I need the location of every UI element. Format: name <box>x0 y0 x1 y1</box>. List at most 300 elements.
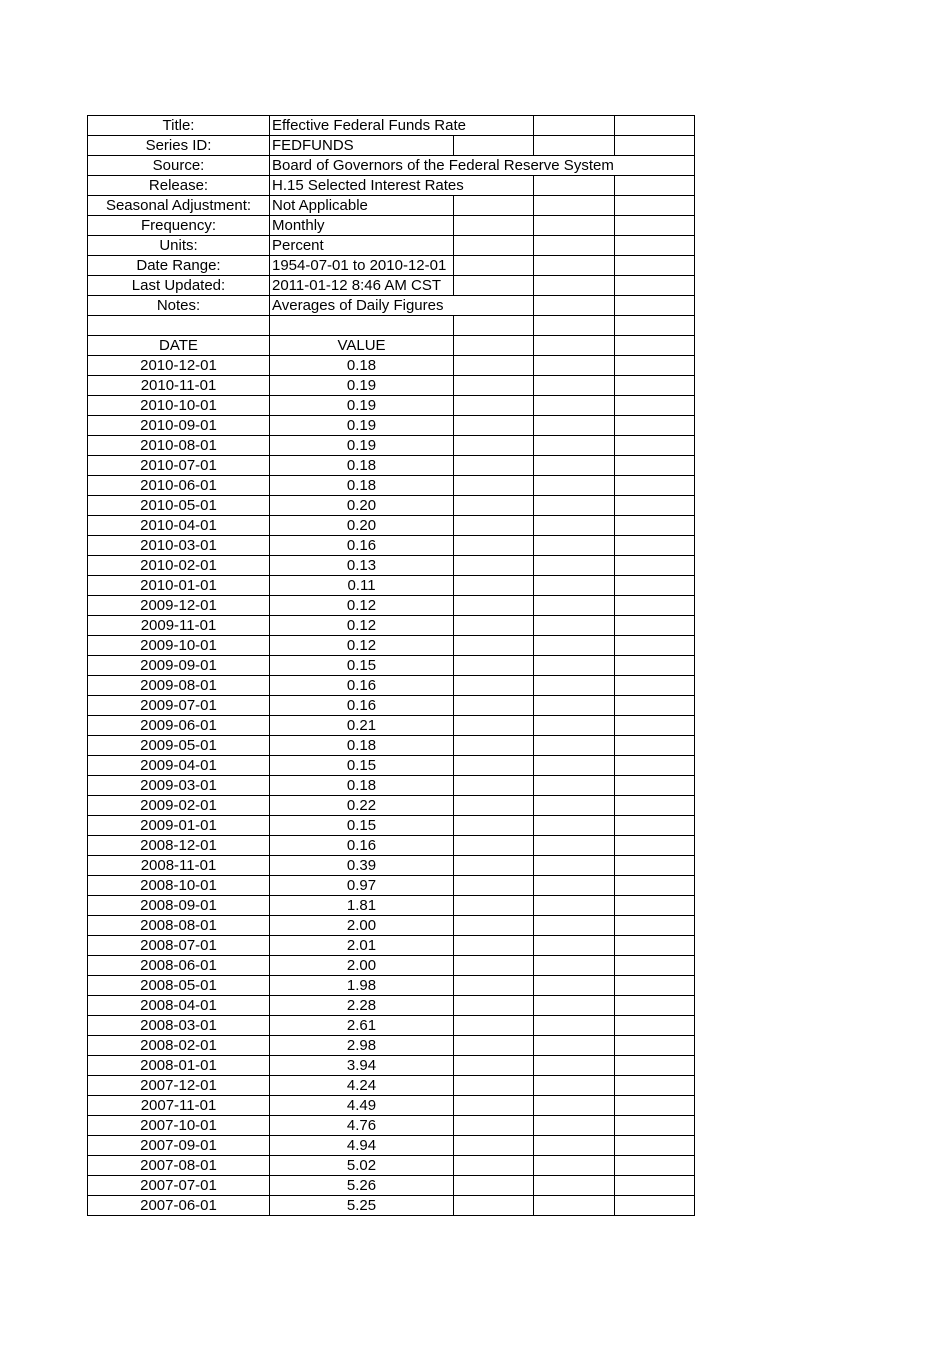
value-cell: 2.01 <box>270 936 454 956</box>
empty-cell <box>615 1116 695 1136</box>
empty-cell <box>615 116 695 136</box>
value-cell: 0.19 <box>270 376 454 396</box>
empty-cell <box>534 616 615 636</box>
empty-cell <box>615 536 695 556</box>
date-cell: 2010-03-01 <box>88 536 270 556</box>
empty-cell <box>454 416 534 436</box>
empty-cell <box>615 1056 695 1076</box>
empty-cell <box>454 1136 534 1156</box>
empty-cell <box>615 1156 695 1176</box>
empty-cell <box>615 316 695 336</box>
empty-cell <box>454 936 534 956</box>
date-cell: 2010-01-01 <box>88 576 270 596</box>
value-cell: 0.18 <box>270 736 454 756</box>
empty-cell <box>454 356 534 376</box>
value-cell: 2.61 <box>270 1016 454 1036</box>
empty-cell <box>454 616 534 636</box>
empty-cell <box>534 816 615 836</box>
date-cell: 2008-05-01 <box>88 976 270 996</box>
table-row <box>88 816 695 836</box>
empty-cell <box>615 576 695 596</box>
empty-cell <box>615 956 695 976</box>
empty-cell <box>615 696 695 716</box>
metadata-label: Series ID: <box>88 136 270 156</box>
date-cell: 2007-10-01 <box>88 1116 270 1136</box>
value-cell: 0.16 <box>270 676 454 696</box>
empty-cell <box>534 556 615 576</box>
value-cell: 0.18 <box>270 776 454 796</box>
date-cell: 2008-08-01 <box>88 916 270 936</box>
empty-cell <box>454 396 534 416</box>
table-row <box>88 536 695 556</box>
value-column-header: VALUE <box>270 336 454 356</box>
date-cell: 2007-06-01 <box>88 1196 270 1216</box>
date-cell: 2009-07-01 <box>88 696 270 716</box>
empty-cell <box>454 696 534 716</box>
empty-cell <box>615 336 695 356</box>
metadata-value: Percent <box>270 236 454 256</box>
table-row <box>88 1076 695 1096</box>
empty-cell <box>454 996 534 1016</box>
empty-cell <box>454 256 534 276</box>
table-row <box>88 736 695 756</box>
table-row <box>88 616 695 636</box>
empty-cell <box>454 676 534 696</box>
value-cell: 0.39 <box>270 856 454 876</box>
empty-cell <box>534 1136 615 1156</box>
empty-cell <box>615 196 695 216</box>
empty-cell <box>615 736 695 756</box>
table-row <box>88 876 695 896</box>
metadata-value: FEDFUNDS <box>270 136 454 156</box>
date-cell: 2008-06-01 <box>88 956 270 976</box>
empty-cell <box>534 1096 615 1116</box>
empty-cell <box>454 1196 534 1216</box>
date-cell: 2008-02-01 <box>88 1036 270 1056</box>
date-cell: 2009-08-01 <box>88 676 270 696</box>
date-cell: 2008-03-01 <box>88 1016 270 1036</box>
table-row <box>88 896 695 916</box>
table-row <box>88 836 695 856</box>
date-cell: 2009-05-01 <box>88 736 270 756</box>
empty-cell <box>534 516 615 536</box>
column-header-row <box>88 336 695 356</box>
table-row <box>88 976 695 996</box>
value-cell: 4.94 <box>270 1136 454 1156</box>
table-row <box>88 556 695 576</box>
metadata-row <box>88 196 695 216</box>
empty-cell <box>615 596 695 616</box>
empty-cell <box>534 976 615 996</box>
empty-cell <box>534 716 615 736</box>
empty-cell <box>454 236 534 256</box>
empty-cell <box>454 1036 534 1056</box>
empty-cell <box>615 296 695 316</box>
empty-cell <box>454 556 534 576</box>
metadata-value: H.15 Selected Interest Rates <box>270 176 534 196</box>
empty-cell <box>534 1196 615 1216</box>
value-cell: 0.19 <box>270 436 454 456</box>
value-cell: 5.02 <box>270 1156 454 1176</box>
metadata-row <box>88 176 695 196</box>
date-cell: 2008-10-01 <box>88 876 270 896</box>
table-row <box>88 376 695 396</box>
empty-cell <box>454 536 534 556</box>
value-cell: 0.15 <box>270 656 454 676</box>
empty-cell <box>454 916 534 936</box>
empty-cell <box>534 296 615 316</box>
table-row <box>88 356 695 376</box>
empty-cell <box>534 356 615 376</box>
empty-cell <box>615 456 695 476</box>
empty-cell <box>534 796 615 816</box>
table-row <box>88 576 695 596</box>
empty-cell <box>534 256 615 276</box>
empty-cell <box>534 776 615 796</box>
date-cell: 2009-10-01 <box>88 636 270 656</box>
date-cell: 2007-11-01 <box>88 1096 270 1116</box>
value-cell: 4.24 <box>270 1076 454 1096</box>
empty-cell <box>534 896 615 916</box>
metadata-row <box>88 116 695 136</box>
table-row <box>88 1176 695 1196</box>
metadata-label: Release: <box>88 176 270 196</box>
table-row <box>88 776 695 796</box>
metadata-value: Averages of Daily Figures <box>270 296 534 316</box>
date-cell: 2009-01-01 <box>88 816 270 836</box>
table-row <box>88 1196 695 1216</box>
value-cell: 0.16 <box>270 696 454 716</box>
date-cell: 2009-04-01 <box>88 756 270 776</box>
empty-cell <box>615 1136 695 1156</box>
table-row <box>88 1036 695 1056</box>
table-row <box>88 656 695 676</box>
date-cell: 2010-08-01 <box>88 436 270 456</box>
empty-cell <box>454 336 534 356</box>
empty-cell <box>534 1036 615 1056</box>
value-cell: 0.13 <box>270 556 454 576</box>
empty-cell <box>615 1176 695 1196</box>
empty-cell <box>534 496 615 516</box>
date-cell: 2007-08-01 <box>88 1156 270 1176</box>
date-cell: 2010-11-01 <box>88 376 270 396</box>
value-cell: 0.19 <box>270 416 454 436</box>
empty-cell <box>454 976 534 996</box>
table-row <box>88 756 695 776</box>
date-cell: 2008-09-01 <box>88 896 270 916</box>
empty-cell <box>534 176 615 196</box>
table-row <box>88 956 695 976</box>
empty-cell <box>534 836 615 856</box>
empty-cell <box>534 1056 615 1076</box>
empty-cell <box>615 876 695 896</box>
date-cell: 2010-07-01 <box>88 456 270 476</box>
table-row <box>88 796 695 816</box>
empty-cell <box>534 416 615 436</box>
value-cell: 0.20 <box>270 496 454 516</box>
date-cell: 2008-01-01 <box>88 1056 270 1076</box>
value-cell: 5.26 <box>270 1176 454 1196</box>
empty-cell <box>534 936 615 956</box>
empty-cell <box>534 476 615 496</box>
metadata-value: Board of Governors of the Federal Reserve System <box>270 156 695 176</box>
table-row <box>88 396 695 416</box>
table-row <box>88 1056 695 1076</box>
value-cell: 3.94 <box>270 1056 454 1076</box>
empty-cell <box>615 916 695 936</box>
value-cell: 0.12 <box>270 636 454 656</box>
metadata-value: Effective Federal Funds Rate <box>270 116 534 136</box>
value-cell: 1.81 <box>270 896 454 916</box>
empty-cell <box>615 1036 695 1056</box>
table-row <box>88 936 695 956</box>
empty-cell <box>534 1156 615 1176</box>
date-cell: 2009-06-01 <box>88 716 270 736</box>
value-cell: 0.12 <box>270 596 454 616</box>
empty-cell <box>615 616 695 636</box>
empty-cell <box>615 556 695 576</box>
empty-cell <box>615 136 695 156</box>
empty-cell <box>615 256 695 276</box>
empty-cell <box>534 1116 615 1136</box>
value-cell: 2.98 <box>270 1036 454 1056</box>
empty-cell <box>534 1016 615 1036</box>
empty-cell <box>534 756 615 776</box>
empty-cell <box>454 276 534 296</box>
date-cell: 2009-03-01 <box>88 776 270 796</box>
empty-cell <box>615 716 695 736</box>
empty-cell <box>454 716 534 736</box>
empty-cell <box>615 1016 695 1036</box>
empty-cell <box>615 1096 695 1116</box>
empty-cell <box>615 376 695 396</box>
value-cell: 0.18 <box>270 356 454 376</box>
empty-cell <box>454 656 534 676</box>
date-cell: 2009-09-01 <box>88 656 270 676</box>
empty-cell <box>454 1056 534 1076</box>
empty-cell <box>454 1156 534 1176</box>
date-cell: 2008-07-01 <box>88 936 270 956</box>
empty-cell <box>454 596 534 616</box>
empty-cell <box>454 516 534 536</box>
date-cell: 2010-06-01 <box>88 476 270 496</box>
empty-cell <box>534 456 615 476</box>
empty-cell <box>615 936 695 956</box>
table-row <box>88 1116 695 1136</box>
value-cell: 1.98 <box>270 976 454 996</box>
table-row <box>88 996 695 1016</box>
empty-cell <box>615 636 695 656</box>
table-row <box>88 476 695 496</box>
empty-cell <box>454 376 534 396</box>
metadata-label: Units: <box>88 236 270 256</box>
blank-row <box>88 316 695 336</box>
metadata-row <box>88 156 695 176</box>
table-row <box>88 416 695 436</box>
value-cell: 0.19 <box>270 396 454 416</box>
table-row <box>88 1016 695 1036</box>
date-cell: 2008-12-01 <box>88 836 270 856</box>
empty-cell <box>534 196 615 216</box>
empty-cell <box>534 956 615 976</box>
empty-cell <box>615 856 695 876</box>
empty-cell <box>534 636 615 656</box>
empty-cell <box>534 736 615 756</box>
empty-cell <box>454 456 534 476</box>
empty-cell <box>615 656 695 676</box>
empty-cell <box>454 496 534 516</box>
empty-cell <box>534 116 615 136</box>
empty-cell <box>615 416 695 436</box>
empty-cell <box>534 136 615 156</box>
table-row <box>88 456 695 476</box>
empty-cell <box>615 496 695 516</box>
empty-cell <box>534 916 615 936</box>
empty-cell <box>534 1176 615 1196</box>
value-cell: 0.22 <box>270 796 454 816</box>
empty-cell <box>454 816 534 836</box>
empty-cell <box>534 236 615 256</box>
empty-cell <box>615 176 695 196</box>
empty-cell <box>454 1176 534 1196</box>
empty-cell <box>454 576 534 596</box>
value-cell: 0.12 <box>270 616 454 636</box>
empty-cell <box>88 316 270 336</box>
empty-cell <box>534 656 615 676</box>
date-cell: 2009-12-01 <box>88 596 270 616</box>
empty-cell <box>615 756 695 776</box>
value-cell: 2.00 <box>270 916 454 936</box>
empty-cell <box>615 356 695 376</box>
value-cell: 0.21 <box>270 716 454 736</box>
date-cell: 2007-09-01 <box>88 1136 270 1156</box>
empty-cell <box>454 796 534 816</box>
table-row <box>88 696 695 716</box>
metadata-label: Source: <box>88 156 270 176</box>
table-row <box>88 716 695 736</box>
empty-cell <box>454 436 534 456</box>
metadata-label: Title: <box>88 116 270 136</box>
metadata-label: Frequency: <box>88 216 270 236</box>
metadata-row <box>88 276 695 296</box>
date-cell: 2010-10-01 <box>88 396 270 416</box>
empty-cell <box>615 776 695 796</box>
value-cell: 0.15 <box>270 756 454 776</box>
metadata-value: 2011-01-12 8:46 AM CST <box>270 276 454 296</box>
empty-cell <box>454 196 534 216</box>
metadata-row <box>88 216 695 236</box>
date-cell: 2010-12-01 <box>88 356 270 376</box>
empty-cell <box>454 736 534 756</box>
empty-cell <box>615 236 695 256</box>
date-cell: 2008-11-01 <box>88 856 270 876</box>
date-cell: 2007-12-01 <box>88 1076 270 1096</box>
date-cell: 2010-05-01 <box>88 496 270 516</box>
empty-cell <box>534 876 615 896</box>
empty-cell <box>534 216 615 236</box>
empty-cell <box>534 436 615 456</box>
value-cell: 0.97 <box>270 876 454 896</box>
empty-cell <box>534 996 615 1016</box>
metadata-row <box>88 136 695 156</box>
empty-cell <box>454 216 534 236</box>
empty-cell <box>615 816 695 836</box>
date-cell: 2007-07-01 <box>88 1176 270 1196</box>
metadata-row <box>88 296 695 316</box>
value-cell: 0.16 <box>270 836 454 856</box>
metadata-value: Monthly <box>270 216 454 236</box>
empty-cell <box>534 396 615 416</box>
empty-cell <box>615 676 695 696</box>
value-cell: 0.16 <box>270 536 454 556</box>
empty-cell <box>454 476 534 496</box>
table-row <box>88 856 695 876</box>
empty-cell <box>534 1076 615 1096</box>
empty-cell <box>454 876 534 896</box>
empty-cell <box>615 836 695 856</box>
table-row <box>88 1136 695 1156</box>
empty-cell <box>615 796 695 816</box>
empty-cell <box>534 696 615 716</box>
date-cell: 2010-02-01 <box>88 556 270 576</box>
empty-cell <box>454 776 534 796</box>
value-cell: 0.20 <box>270 516 454 536</box>
metadata-label: Date Range: <box>88 256 270 276</box>
empty-cell <box>454 316 534 336</box>
date-cell: 2010-04-01 <box>88 516 270 536</box>
value-cell: 2.00 <box>270 956 454 976</box>
metadata-row <box>88 256 695 276</box>
date-cell: 2009-02-01 <box>88 796 270 816</box>
empty-cell <box>270 316 454 336</box>
metadata-label: Seasonal Adjustment: <box>88 196 270 216</box>
empty-cell <box>615 516 695 536</box>
value-cell: 0.11 <box>270 576 454 596</box>
empty-cell <box>534 316 615 336</box>
empty-cell <box>615 996 695 1016</box>
empty-cell <box>454 1076 534 1096</box>
value-cell: 5.25 <box>270 1196 454 1216</box>
empty-cell <box>454 1096 534 1116</box>
table-row <box>88 596 695 616</box>
table-row <box>88 496 695 516</box>
empty-cell <box>534 536 615 556</box>
empty-cell <box>615 476 695 496</box>
empty-cell <box>615 276 695 296</box>
fedfunds-data-table <box>87 115 695 1216</box>
date-cell: 2008-04-01 <box>88 996 270 1016</box>
value-cell: 0.18 <box>270 476 454 496</box>
metadata-value: 1954-07-01 to 2010-12-01 <box>270 256 454 276</box>
empty-cell <box>534 596 615 616</box>
empty-cell <box>454 1116 534 1136</box>
empty-cell <box>454 896 534 916</box>
empty-cell <box>454 1016 534 1036</box>
empty-cell <box>454 856 534 876</box>
value-cell: 2.28 <box>270 996 454 1016</box>
empty-cell <box>454 636 534 656</box>
empty-cell <box>615 216 695 236</box>
empty-cell <box>534 336 615 356</box>
value-cell: 4.76 <box>270 1116 454 1136</box>
date-cell: 2010-09-01 <box>88 416 270 436</box>
value-cell: 4.49 <box>270 1096 454 1116</box>
empty-cell <box>534 676 615 696</box>
date-cell: 2009-11-01 <box>88 616 270 636</box>
table-row <box>88 1096 695 1116</box>
empty-cell <box>534 576 615 596</box>
value-cell: 0.18 <box>270 456 454 476</box>
